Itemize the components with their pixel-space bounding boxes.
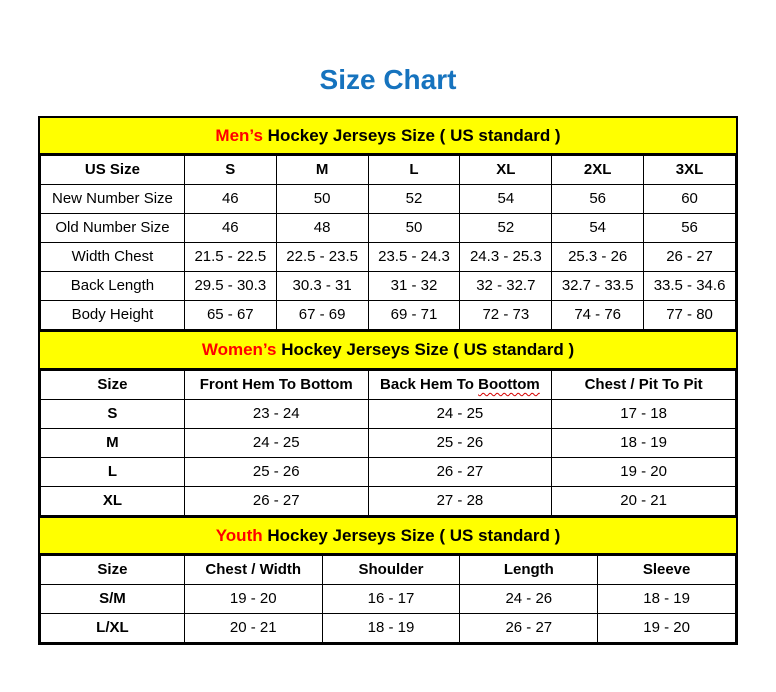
section-title-youth-highlight: Youth (215, 525, 263, 545)
section-title-youth-rest: Hockey Jerseys Size ( US standard ) (262, 525, 561, 545)
table-cell: 18 - 19 (322, 614, 460, 643)
column-header: Chest / Width (184, 556, 322, 585)
size-chart (38, 116, 738, 645)
table-row (41, 428, 736, 457)
table-cell: 69 - 71 (368, 301, 460, 330)
table-cell: 32.7 - 33.5 (552, 272, 644, 301)
section-title-mens-rest: Hockey Jerseys Size ( US standard ) (262, 126, 561, 145)
table-cell: 32 - 32.7 (460, 272, 552, 301)
table-cell: 48 (276, 214, 368, 243)
table-cell: 19 - 20 (598, 614, 736, 643)
column-header-text: Back Hem To (380, 375, 479, 393)
table-cell: 60 (644, 185, 736, 214)
row-label: M (41, 428, 185, 457)
table-cell: 46 (184, 214, 276, 243)
table-cell: 24 - 26 (460, 585, 598, 614)
table-cell: 67 - 69 (276, 301, 368, 330)
mens-size-table (40, 155, 736, 330)
section-title-womens (40, 330, 736, 369)
table-cell: 17 - 18 (552, 399, 736, 428)
row-label: L (41, 457, 185, 486)
table-cell: 26 - 27 (368, 457, 552, 486)
table-cell: 74 - 76 (552, 301, 644, 330)
table-cell: 77 - 80 (644, 301, 736, 330)
table-cell: 25.3 - 26 (552, 243, 644, 272)
row-label: New Number Size (41, 185, 185, 214)
page-title: Size Chart (319, 64, 457, 95)
table-cell: 18 - 19 (598, 585, 736, 614)
table-cell: 50 (368, 214, 460, 243)
misspelled-word: Boottom (478, 375, 540, 393)
table-cell: 33.5 - 34.6 (644, 272, 736, 301)
table-cell: 23 - 24 (184, 399, 368, 428)
column-header: US Size (41, 156, 185, 185)
column-header: Length (460, 556, 598, 585)
table-cell: 50 (276, 185, 368, 214)
table-cell: 54 (460, 185, 552, 214)
table-cell: 23.5 - 24.3 (368, 243, 460, 272)
table-cell: 20 - 21 (184, 614, 322, 643)
table-cell: 19 - 20 (184, 585, 322, 614)
column-header: L (368, 156, 460, 185)
table-row (41, 243, 736, 272)
row-label: Body Height (41, 301, 185, 330)
table-cell: 31 - 32 (368, 272, 460, 301)
column-header: Size (41, 370, 185, 399)
column-header: Front Hem To Bottom (184, 370, 368, 399)
table-cell: 25 - 26 (184, 457, 368, 486)
table-cell: 24 - 25 (184, 428, 368, 457)
table-cell: 56 (644, 214, 736, 243)
table-cell: 30.3 - 31 (276, 272, 368, 301)
table-row (41, 457, 736, 486)
youth-header-row (41, 556, 736, 585)
column-header: M (276, 156, 368, 185)
table-cell: 24 - 25 (368, 399, 552, 428)
column-header: XL (460, 156, 552, 185)
table-cell: 16 - 17 (322, 585, 460, 614)
table-row (41, 585, 736, 614)
section-title-mens (40, 118, 736, 155)
column-header: Chest / Pit To Pit (552, 370, 736, 399)
table-row (41, 185, 736, 214)
column-header: Shoulder (322, 556, 460, 585)
row-label: Old Number Size (41, 214, 185, 243)
table-row (41, 614, 736, 643)
table-cell: 26 - 27 (184, 486, 368, 515)
table-cell: 27 - 28 (368, 486, 552, 515)
section-title-womens-highlight: Women’s (201, 340, 277, 360)
row-label: XL (41, 486, 185, 515)
table-row (41, 301, 736, 330)
table-cell: 29.5 - 30.3 (184, 272, 276, 301)
section-title-womens-rest: Hockey Jerseys Size ( US standard ) (276, 340, 575, 360)
mens-header-row (41, 156, 736, 185)
table-cell: 52 (460, 214, 552, 243)
table-cell: 18 - 19 (552, 428, 736, 457)
table-cell: 25 - 26 (368, 428, 552, 457)
table-row (41, 486, 736, 515)
column-header: Size (41, 556, 185, 585)
row-label: Width Chest (41, 243, 185, 272)
table-cell: 65 - 67 (184, 301, 276, 330)
row-label: Back Length (41, 272, 185, 301)
section-title-mens-highlight: Men’s (215, 126, 263, 145)
table-cell: 20 - 21 (552, 486, 736, 515)
womens-size-table (40, 370, 736, 516)
table-row (41, 214, 736, 243)
table-cell: 52 (368, 185, 460, 214)
table-row (41, 272, 736, 301)
table-cell: 54 (552, 214, 644, 243)
column-header: S (184, 156, 276, 185)
table-cell: 72 - 73 (460, 301, 552, 330)
row-label: S/M (41, 585, 185, 614)
column-header (368, 370, 552, 399)
column-header: 3XL (644, 156, 736, 185)
section-title-youth (40, 516, 736, 555)
table-cell: 24.3 - 25.3 (460, 243, 552, 272)
table-cell: 22.5 - 23.5 (276, 243, 368, 272)
table-cell: 21.5 - 22.5 (184, 243, 276, 272)
youth-size-table (40, 555, 736, 643)
table-cell: 56 (552, 185, 644, 214)
womens-header-row (41, 370, 736, 399)
column-header: 2XL (552, 156, 644, 185)
column-header: Sleeve (598, 556, 736, 585)
table-cell: 19 - 20 (552, 457, 736, 486)
row-label: L/XL (41, 614, 185, 643)
row-label: S (41, 399, 185, 428)
table-cell: 26 - 27 (644, 243, 736, 272)
table-cell: 26 - 27 (460, 614, 598, 643)
table-cell: 46 (184, 185, 276, 214)
table-row (41, 399, 736, 428)
